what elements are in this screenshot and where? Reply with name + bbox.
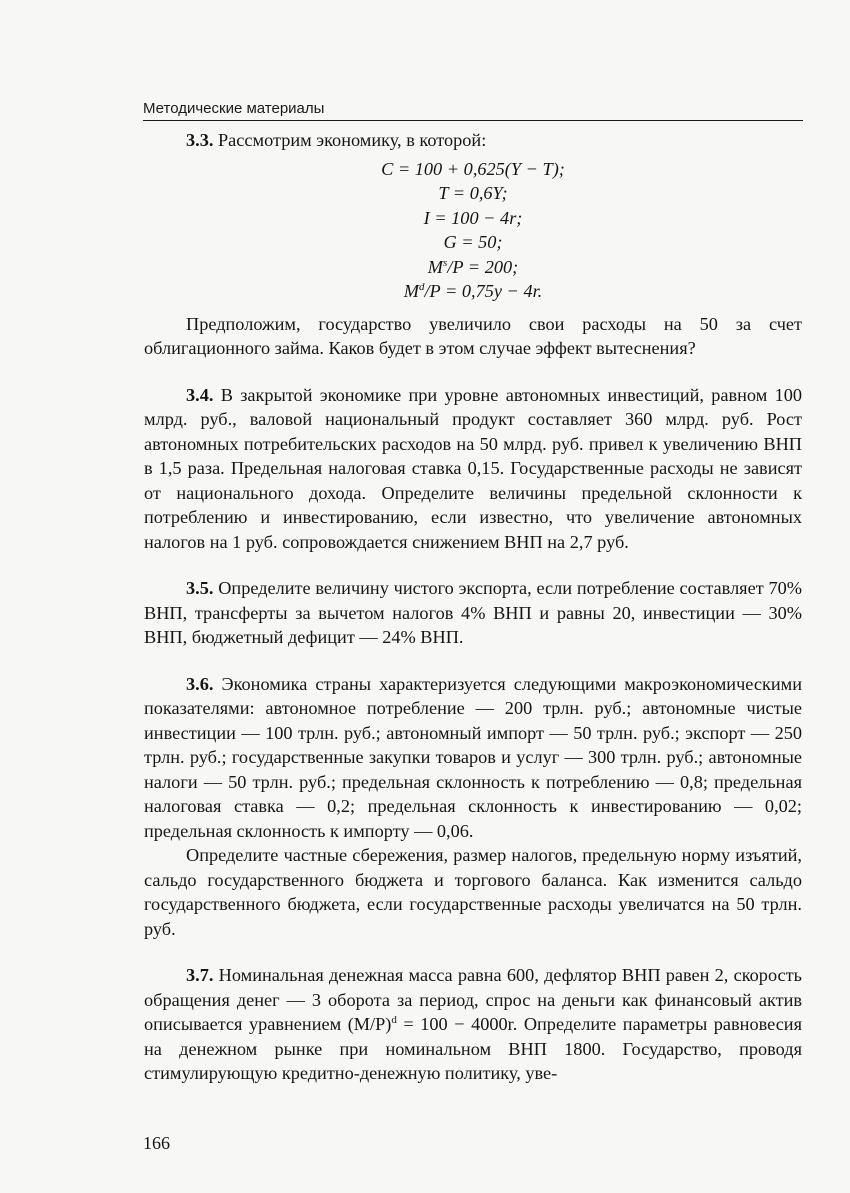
problem-3-3-intro: [144, 128, 802, 153]
page-number: 166: [143, 1133, 170, 1153]
equation-money-supply: $M^s/P = 200$;: [427, 256, 519, 277]
equation-taxes: T = 0,6Y;: [438, 183, 508, 203]
problem-text: Определите величину чистого экспорта, если потребление составляет 70% ВНП, трансферты за вычетом налогов 4% ВНП и равны 20, инвестиции — 30% ВНП, бюджетный дефицит — 24% ВНП.: [144, 578, 802, 647]
problem-number: 3.5.: [186, 578, 214, 598]
running-header-title: Методические материалы: [143, 100, 325, 117]
problem-text: Номинальная денежная масса равна 600, дефлятор ВНП равен 2, скорость обращения денег — 3 оборота за период, спрос на деньги как финансовый актив описывается уравнением (M/P): [144, 965, 802, 1034]
problem-text: В закрытой экономике при уровне автономных инвестиций, равном 100 млрд. руб., валовой национальный продукт составляет 360 млрд. руб. Рост автономных потребительских расходов на 50 млрд. руб. привел к увеличению ВНП в 1,5 раза. Предельная налоговая ставка 0,15. Государственные расходы не зависят от национального дохода. Определите величины предельной склонности к потреблению и инвестированию, если известно, что увеличение автономных налогов на 1 руб. сопровождается снижением ВНП на 2,7 руб.: [144, 384, 802, 552]
problem-3-6-question: Определите частные сбережения, размер налогов, предельную норму изъятий, сальдо государственного бюджета и торгового баланса. Как изменится сальдо государственного бюджета, если государственные расходы увеличатся на 50 трлн. руб.: [144, 845, 802, 939]
running-header: [143, 98, 803, 121]
equation-government: G = 50;: [443, 232, 503, 252]
problem-3-3-question: Предположим, государство увеличило свои расходы на 50 за счет облигационного займа. Каков будет в этом случае эффект вытеснения?: [144, 313, 802, 358]
equation-investment: I = 100 − 4r;: [423, 207, 523, 228]
spacer: [144, 554, 802, 576]
equation-money-demand: $M^d/P = 0,75y - 4r$.: [403, 281, 543, 301]
problem-number: 3.4.: [186, 384, 214, 405]
problem-3-4: [144, 383, 802, 555]
spacer: [144, 941, 802, 963]
equation-consumption: C = 100 + 0,625(Y − T);: [381, 158, 565, 179]
problem-3-5: [144, 576, 802, 650]
problem-text: Экономика страны характеризуется следующими макроэкономическими показателями: автономное потребление — 200 трлн. руб.; автономные чистые инвестиции — 100 трлн. руб.; автономный импорт — 50 трлн. руб.; экспорт — 250 трлн. руб.; государственные закупки товаров и услуг — 300 трлн. руб.; автономные налоги — 50 трлн. руб.; предельная склонность к потреблению — 0,8; предельная налоговая ставка — 0,2; предельная склонность к инвестированию — 0,02; предельная склонность к импорту — 0,06.: [144, 673, 802, 841]
spacer: [144, 361, 802, 383]
problem-text: Рассмотрим экономику, в которой:: [218, 130, 487, 150]
problem-3-7: [144, 963, 802, 1086]
spacer: [144, 650, 802, 672]
page-body: [144, 128, 802, 1086]
problem-3-6: [144, 672, 802, 844]
equation-block: [144, 157, 802, 304]
problem-text-continued: = 100 − 4000r. Определите параметры равновесия на денежном рынке при номинальном ВНП 1800. Государство, проводя стимулирующую кредитно-денежную политику, уве-: [144, 1014, 802, 1083]
problem-number: 3.7.: [186, 965, 214, 985]
superscript-d: d: [391, 1014, 397, 1026]
problem-number: 3.3.: [186, 130, 214, 150]
problem-number: 3.6.: [186, 673, 214, 694]
